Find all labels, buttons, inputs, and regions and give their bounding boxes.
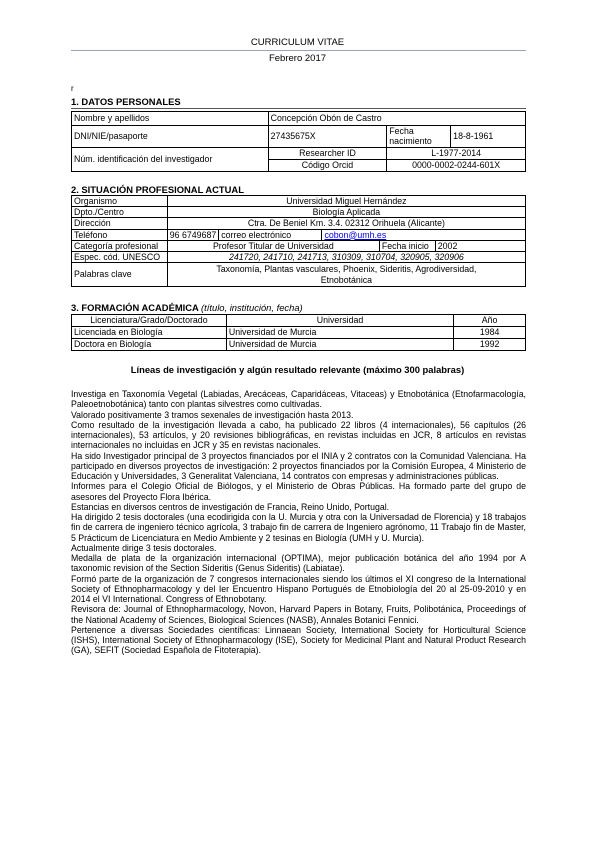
document-date: Febrero 2017 [268,53,327,64]
research-paragraph: Medalla de plata de la organización internacional (OPTIMA), mejor publicación botánica del año 1994 por A taxonomic revision of the Section Sideritis (Genus Sideritis) (Labiatae). [71,553,526,574]
table-row [72,339,526,351]
email-link[interactable]: cobon@umh.es [324,229,387,240]
label-direccion: Dirección [72,218,168,230]
research-paragraph: Estancias en diversos centros de investigación de Francia, Reino Unido, Portugal. [71,501,390,512]
value-categoria: Profesor Titular de Universidad [167,241,379,252]
label-nombre: Nombre y apellidos [72,112,269,126]
label-unesco: Espec. cód. UNESCO [72,252,168,263]
education-table [71,314,526,351]
edu-university: Universidad de Murcia [226,327,453,339]
label-researcher-id: Researcher ID [268,148,387,160]
research-paragraph: Formó parte de la organización de 7 congresos internacionales siendo los últimos el XI congreso de la International Society of Ethnopharmacology y del Ier Encuentro Hispano Portugués de Etnobiología del 20 al 25-09-2010 y en 2014 el VI International. Congress of Ethnobotany. [71,573,526,604]
edu-university: Universidad de Murcia [226,339,453,351]
value-unesco: 241720, 241710, 241713, 310309, 310704, 320905, 320906 [167,252,525,263]
section-1-divider [71,108,526,109]
value-fecha-nacimiento: 18-8-1961 [451,126,526,148]
research-paragraph: Como resultado de la investigación llevada a cabo, ha publicado 22 libros (4 internacionales), 56 capítulos (26 internacionales), 53 artículos, y 20 revisiones bibliográficas, en revistas incluidas en JCR, 8 artículos en revistas internacionales no incluidas en JCR y 35 en revistas nacionales. [71,419,526,451]
label-dni: DNI/NIE/pasaporte [72,126,269,148]
research-paragraph: Revisora de: Journal of Ethnopharmacology, Novon, Harvard Papers in Botany, Fruits, Polibotánica, Proceedings of the National Academy of Sciences, Biological Sciences (NASB), Annales Botanici Fennici. [71,604,526,625]
label-fecha-nacimiento: Fecha nacimiento [387,126,451,148]
label-dpto: Dpto./Centro [72,207,168,218]
section-1-title: 1. DATOS PERSONALES [71,96,181,107]
value-dpto: Biología Aplicada [167,207,525,218]
value-dni: 27435675X [268,126,387,148]
research-paragraph: Investiga en Taxonomía Vegetal (Labiadas, Arecáceas, Caparidáceas, Vitaceas) y Etnobotánica (Etnofarmacología, Paleoetnobotánica) tanto con plantas silvestres como cultivadas. [71,389,526,410]
label-num-investigador: Núm. identificación del investigador [72,148,269,172]
section-3-title-text: 3. FORMACIÓN ACADÉMICA [71,302,199,313]
edu-col-year: Año [454,315,526,327]
label-categoria: Categoría profesional [72,241,168,252]
research-paragraph: Valorado positivamente 3 tramos sexenales de investigación hasta 2013. [71,409,354,420]
value-direccion: Ctra. De Beniel Km. 3.4. 02312 Orihuela (Alicante) [167,218,525,230]
research-paragraph: Ha sido Investigador principal de 3 proyectos financiados por el INIA y 2 contratos con la Comunidad Valenciana. Ha participado en diversos proyectos de investigación: 2 proyectos financiados por la Comisión Europea, 4 Ministerio de Educación y Universidades, 3 Generalitat Valenciana, 14 contratos con empresas y administraciones públicas. [71,450,526,481]
value-fecha-inicio: 2002 [435,241,525,252]
personal-data-table [71,111,526,172]
edu-year: 1992 [454,339,526,351]
value-orcid: 0000-0002-0244-601X [387,160,526,172]
value-telefono: 96 6749687 [167,230,218,241]
value-palabras-clave [167,263,525,287]
label-palabras-clave: Palabras clave [72,263,168,287]
edu-degree: Licenciada en Biología [72,327,227,339]
document-title: CURRICULUM VITAE [250,37,345,48]
label-organismo: Organismo [72,196,168,207]
palabras-clave-line-1: Taxonomía, Plantas vasculares, Phoenix, Sideritis, Agrodiversidad, [216,264,477,275]
label-orcid: Código Orcid [268,160,387,172]
header-divider [71,50,526,51]
label-telefono: Teléfono [72,230,168,241]
section-3-subtitle: (título, institución, fecha) [201,302,303,313]
section-2-title: 2. SITUACIÓN PROFESIONAL ACTUAL [71,184,244,195]
label-fecha-inicio: Fecha inicio [379,241,435,252]
professional-table [71,195,526,287]
research-paragraph: Ha dirigido 2 tesis doctorales (una ecodirigida con la U. Murcia y otra con la Universadad de Florencia) y 18 trabajos fin de carrera de ingeniero técnico agrícola, 3 trabajo fin de carrera de Ingeniero agrónomo, 11 Trabajo fin de Master, 5 Prácticum de Licenciatura en Medio Ambiente y 2 tesinas en Biología (UMH y U. Murcia). [71,512,526,543]
research-lines-title: Líneas de investigación y algún resultado relevante (máximo 300 palabras) [130,364,465,375]
research-paragraph: Pertenence a diversas Sociedades científicas: Linnaean Society, International Society for Horticultural Science (ISHS), International Society of Ethnopharmacology (ISE), Society for Medicinal Plant and Natural Product Research (GA), SEFIT (Sociedad Española de Fitoterapia). [71,624,526,656]
value-researcher-id: L-1977-2014 [387,148,526,160]
research-paragraph: Actualmente dirige 3 tesis doctorales. [71,542,217,553]
edu-col-university: Universidad [226,315,453,327]
stray-mark: r [71,84,74,93]
label-email: correo electrónico [219,230,322,241]
table-row [72,327,526,339]
section-3-title [71,302,303,313]
edu-degree: Doctora en Biología [72,339,227,351]
research-lines-body [71,389,526,656]
value-nombre: Concepción Obón de Castro [268,112,525,126]
edu-col-degree: Licenciatura/Grado/Doctorado [72,315,227,327]
edu-year: 1984 [454,327,526,339]
palabras-clave-line-2: Etnobotánica [320,274,373,285]
research-paragraph: Informes para el Colegio Oficial de Biólogos, y el Ministerio de Obras Públicas. Ha formado parte del grupo de asesores del Proyecto Flora Ibérica. [71,481,526,502]
value-organismo: Universidad Miguel Hernández [167,196,525,207]
